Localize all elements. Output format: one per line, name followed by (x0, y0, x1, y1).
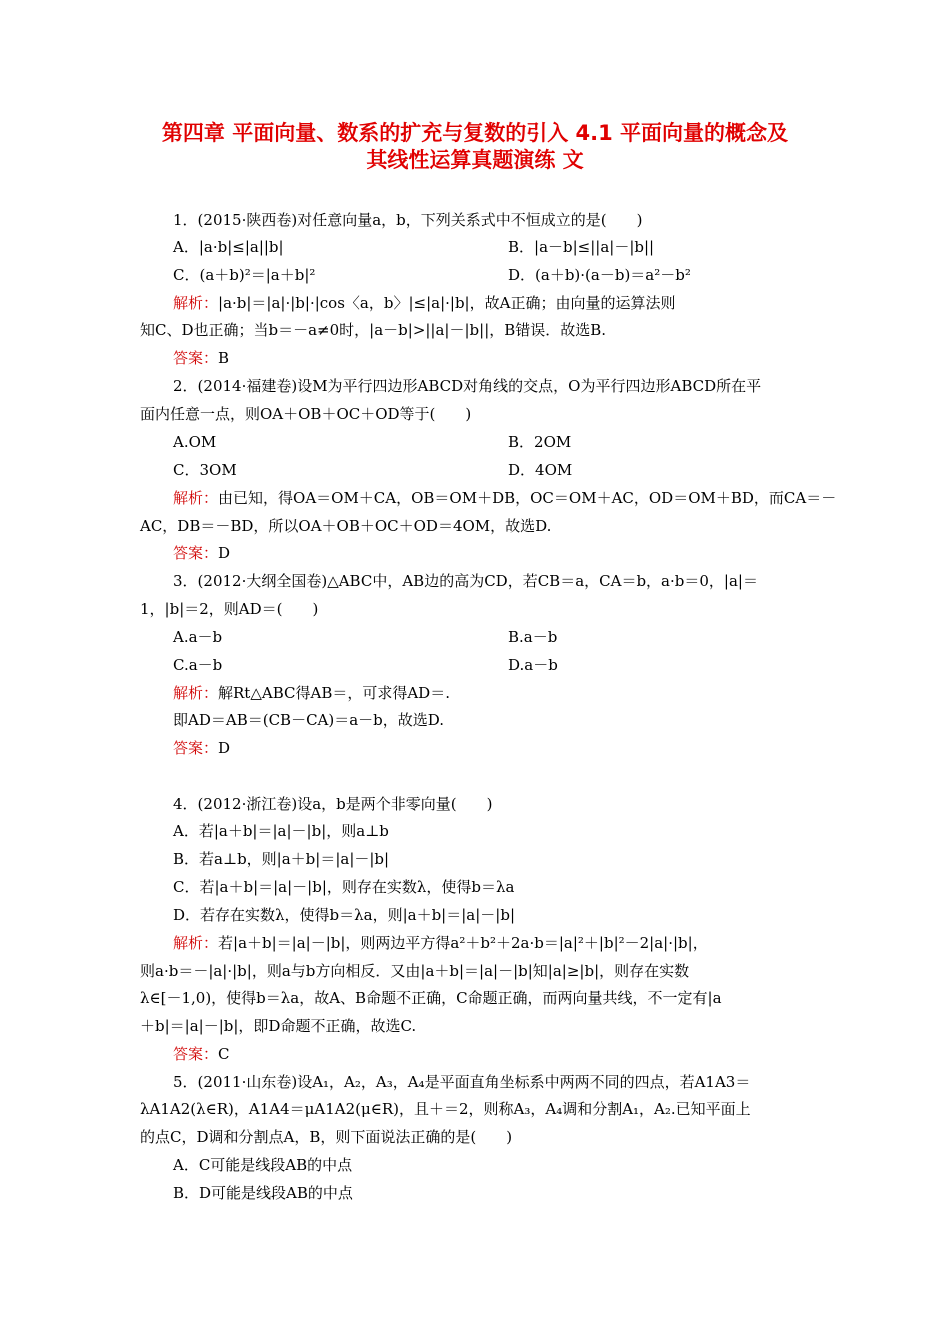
q2-option-d: D．4OM (508, 461, 573, 479)
question-2-cont: 面内任意一点，则OA＋OB＋OC＋OD等于( ) (140, 405, 472, 423)
doc-title-line2: 其线性运算真题演练 文 (366, 148, 584, 172)
q1-answer (173, 348, 229, 368)
q1-option-c: C．(a＋b)²＝|a＋b|² (173, 266, 316, 284)
q3-solution-text: 解Rt△ABC得AB＝，可求得AD＝. (218, 684, 450, 702)
q3-answer (173, 738, 230, 758)
question-5-cont1: λA1A2(λ∈R)，A1A4＝μA1A2(μ∈R)，且＋＝2，则称A₃，A₄调和分割A₁，A₂.已知平面上 (140, 1100, 751, 1118)
q4-solution-line1 (173, 933, 708, 953)
q5-option-b: B．D可能是线段AB的中点 (173, 1184, 353, 1202)
q3-option-b: B.a－b (508, 628, 558, 646)
q4-answer-value: C (218, 1045, 230, 1063)
q2-solution-text: 由已知，得OA＝OM＋CA，OB＝OM＋DB，OC＝OM＋AC，OD＝OM＋BD，而CA＝－ (218, 489, 837, 507)
q3-option-c: C.a－b (173, 656, 223, 674)
q3-solution-line1 (173, 683, 450, 703)
q3-option-a: A.a－b (173, 628, 223, 646)
solution-label: 解析： (173, 684, 219, 702)
doc-title-line1: 第四章 平面向量、数系的扩充与复数的引入 4.1 平面向量的概念及 (161, 121, 789, 145)
q1-solution-line1 (173, 293, 675, 313)
q5-option-a: A．C可能是线段AB的中点 (173, 1156, 353, 1174)
q1-solution-text: |a·b|＝|a|·|b|·|cos〈a，b〉|≤|a|·|b|，故A正确；由向量的运算法则 (218, 294, 676, 312)
q1-solution-line2: 知C、D也正确；当b＝－a≠0时，|a－b|>||a|－|b||，B错误．故选B. (140, 321, 607, 339)
q1-option-b: B．|a－b|≤||a|－|b|| (508, 238, 655, 256)
q4-answer (173, 1044, 230, 1064)
question-5: 5．(2011·山东卷)设A₁，A₂，A₃，A₄是平面直角坐标系中两两不同的四点，若A1A3＝ (173, 1073, 751, 1091)
q1-option-d: D．(a＋b)·(a－b)＝a²－b² (508, 266, 691, 284)
q2-answer-value: D (218, 544, 231, 562)
answer-label: 答案： (173, 739, 219, 757)
q2-option-c: C．3OM (173, 461, 237, 479)
question-3: 3．(2012·大纲全国卷)△ABC中，AB边的高为CD，若CB＝a，CA＝b，a·b＝0，|a|＝ (173, 572, 758, 590)
q1-option-a: A．|a·b|≤|a||b| (173, 238, 284, 256)
q2-answer (173, 543, 230, 563)
q4-solution-line2: 则a·b＝－|a|·|b|，则a与b方向相反．又由|a＋b|＝|a|－|b|知|a|≥|b|，则存在实数 (140, 962, 690, 980)
question-5-cont2: 的点C，D调和分割点A，B，则下面说法正确的是( ) (140, 1128, 513, 1146)
question-4: 4．(2012·浙江卷)设a，b是两个非零向量( ) (173, 795, 493, 813)
solution-label: 解析： (173, 294, 219, 312)
q2-solution-line1 (173, 488, 836, 508)
solution-label: 解析： (173, 934, 219, 952)
q2-solution-line2: AC，DB＝－BD，所以OA＋OB＋OC＋OD＝4OM，故选D. (140, 517, 552, 535)
q1-answer-value: B (218, 349, 230, 367)
q4-solution-line4: ＋b|＝|a|－|b|，即D命题不正确，故选C. (140, 1017, 417, 1035)
q2-option-b: B．2OM (508, 433, 572, 451)
solution-label: 解析： (173, 489, 219, 507)
q4-solution-text: 若|a＋b|＝|a|－|b|，则两边平方得a²＋b²＋2a·b＝|a|²＋|b|²－2|a|·|b|， (218, 934, 708, 952)
q2-option-a: A.OM (173, 433, 217, 451)
question-1: 1．(2015·陕西卷)对任意向量a，b，下列关系式中不恒成立的是( ) (173, 211, 643, 229)
answer-label: 答案： (173, 1045, 219, 1063)
q4-solution-line3: λ∈[－1,0)，使得b＝λa，故A、B命题不正确，C命题正确，而两向量共线，不一定有|a (140, 989, 722, 1007)
question-3-cont: 1，|b|＝2，则AD＝( ) (140, 600, 319, 618)
q4-option-c: C．若|a＋b|＝|a|－|b|，则存在实数λ，使得b＝λa (173, 878, 515, 896)
q3-solution-line2: 即AD＝AB＝(CB－CA)＝a－b，故选D. (173, 711, 445, 729)
q4-option-b: B．若a⊥b，则|a＋b|＝|a|－|b| (173, 850, 390, 868)
answer-label: 答案： (173, 544, 219, 562)
q3-option-d: D.a－b (508, 656, 558, 674)
q3-answer-value: D (218, 739, 231, 757)
q4-option-d: D．若存在实数λ，使得b＝λa，则|a＋b|＝|a|－|b| (173, 906, 515, 924)
q4-option-a: A．若|a＋b|＝|a|－|b|，则a⊥b (173, 822, 389, 840)
question-2: 2．(2014·福建卷)设M为平行四边形ABCD对角线的交点，O为平行四边形ABCD所在平 (173, 377, 762, 395)
answer-label: 答案： (173, 349, 219, 367)
